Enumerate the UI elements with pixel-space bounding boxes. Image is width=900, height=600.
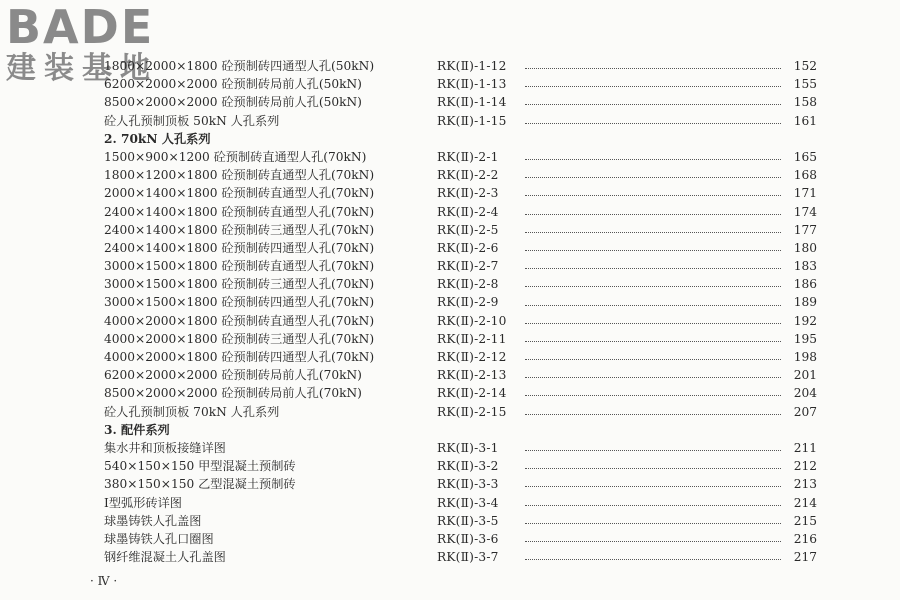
toc-drawing-code: RK(Ⅱ)-3-2 <box>437 459 499 474</box>
toc-section-heading: 3. 配件系列 <box>104 422 170 437</box>
toc-page-number: 168 <box>793 168 817 183</box>
toc-page-number: 214 <box>793 495 817 510</box>
toc-drawing-code: RK(Ⅱ)-2-14 <box>437 386 507 401</box>
toc-entry-title: 钢纤维混凝土人孔盖图 <box>104 550 226 565</box>
toc-page-number: 165 <box>793 149 817 164</box>
toc-entry-ref <box>437 330 817 348</box>
toc-entry-ref <box>437 148 817 166</box>
toc-dot-leader <box>525 249 781 251</box>
toc-page-number: 213 <box>793 477 817 492</box>
toc-page-number: 186 <box>793 277 817 292</box>
toc-dot-leader <box>525 194 781 196</box>
toc-dot-leader <box>525 358 781 360</box>
toc-dot-leader <box>525 540 781 542</box>
toc-entry-ref <box>437 512 817 530</box>
toc-entry-ref <box>437 293 817 311</box>
toc-page-number: 152 <box>793 59 817 73</box>
toc-page-number: 195 <box>793 331 817 346</box>
toc-entry-title: I型弧形砖详图 <box>104 495 182 510</box>
logo-wordmark: BADE <box>6 0 155 54</box>
toc-entry-title: 砼人孔预制顶板 70kN 人孔系列 <box>104 404 280 419</box>
toc-page-number: 207 <box>793 404 817 419</box>
toc-page-number: 158 <box>793 95 817 110</box>
toc-entry-title: 6200×2000×2000 砼预制砖局前人孔(50kN) <box>104 77 362 92</box>
toc-drawing-code: RK(Ⅱ)-1-13 <box>437 77 507 92</box>
toc-entry-ref <box>437 166 817 184</box>
toc-entry-ref <box>437 439 817 457</box>
toc-page-number: 212 <box>793 459 817 474</box>
toc-entry-ref <box>437 312 817 330</box>
toc-drawing-code: RK(Ⅱ)-2-7 <box>437 259 499 274</box>
toc-drawing-code: RK(Ⅱ)-1-15 <box>437 113 507 128</box>
toc-titles-column <box>104 57 424 566</box>
toc-drawing-code: RK(Ⅱ)-2-15 <box>437 404 507 419</box>
toc-drawing-code: RK(Ⅱ)-2-9 <box>437 295 499 310</box>
toc-entry-title: 3000×1500×1800 砼预制砖四通型人孔(70kN) <box>104 295 375 310</box>
toc-entry-ref <box>437 184 817 202</box>
toc-dot-leader <box>525 85 781 87</box>
toc-drawing-code: RK(Ⅱ)-3-6 <box>437 531 499 546</box>
toc-entry-ref <box>437 457 817 475</box>
toc-page-number: 192 <box>793 313 817 328</box>
toc-entry-ref <box>437 403 817 421</box>
toc-drawing-code: RK(Ⅱ)-1-12 <box>437 59 507 73</box>
toc-page-number: 171 <box>793 186 817 201</box>
toc-drawing-code: RK(Ⅱ)-2-11 <box>437 331 507 346</box>
toc-entry-title: 1500×900×1200 砼预制砖直通型人孔(70kN) <box>104 149 367 164</box>
toc-drawing-code: RK(Ⅱ)-1-14 <box>437 95 507 110</box>
toc-dot-leader <box>525 304 781 306</box>
toc-dot-leader <box>525 322 781 324</box>
toc-page-number: 161 <box>793 113 817 128</box>
toc-entry-title: 4000×2000×1800 砼预制砖直通型人孔(70kN) <box>104 313 375 328</box>
toc-drawing-code: RK(Ⅱ)-3-3 <box>437 477 499 492</box>
toc-entry-title: 集水井和顶板接缝详图 <box>104 440 226 455</box>
toc-page-number: 216 <box>793 531 817 546</box>
toc-entry-ref <box>437 275 817 293</box>
toc-entry-ref <box>437 348 817 366</box>
toc-drawing-code: RK(Ⅱ)-2-10 <box>437 313 507 328</box>
toc-page-number: 215 <box>793 513 817 528</box>
toc-codes-column <box>437 57 817 566</box>
toc-page-number: 201 <box>793 368 817 383</box>
toc-entry-title: 4000×2000×1800 砼预制砖三通型人孔(70kN) <box>104 331 375 346</box>
toc-page-number: 183 <box>793 259 817 274</box>
toc-entry-ref <box>437 366 817 384</box>
toc-entry-title: 3000×1500×1800 砼预制砖三通型人孔(70kN) <box>104 277 375 292</box>
toc-dot-leader <box>525 67 781 69</box>
toc-page-number: 180 <box>793 240 817 255</box>
toc-dot-leader <box>525 103 781 105</box>
toc-dot-leader <box>525 267 781 269</box>
toc-dot-leader <box>525 158 781 160</box>
toc-entry-ref <box>437 57 817 75</box>
toc-entry-title: 4000×2000×1800 砼预制砖四通型人孔(70kN) <box>104 350 375 364</box>
logo-subtitle: 建装基地 <box>6 51 158 86</box>
toc-entry-title: 1800×1200×1800 砼预制砖直通型人孔(70kN) <box>104 168 375 183</box>
toc-dot-leader <box>525 485 781 487</box>
toc-drawing-code: RK(Ⅱ)-2-13 <box>437 368 507 383</box>
toc-entry-ref <box>437 203 817 221</box>
toc-entry-title: 380×150×150 乙型混凝土预制砖 <box>104 477 296 492</box>
toc-entry-title: 1800×2000×1800 砼预制砖四通型人孔(50kN) <box>104 59 375 73</box>
toc-dot-leader <box>525 376 781 378</box>
toc-page-number: 217 <box>793 550 817 565</box>
toc-entry-title: 6200×2000×2000 砼预制砖局前人孔(70kN) <box>104 368 362 383</box>
toc-dot-leader <box>525 413 781 415</box>
toc-entry-ref <box>437 75 817 93</box>
toc-drawing-code: RK(Ⅱ)-3-7 <box>437 550 499 565</box>
toc-dot-leader <box>525 467 781 469</box>
toc-drawing-code: RK(Ⅱ)-2-4 <box>437 204 499 219</box>
toc-drawing-code: RK(Ⅱ)-2-8 <box>437 277 499 292</box>
toc-dot-leader <box>525 522 781 524</box>
toc-entry-ref <box>437 257 817 275</box>
toc-entry-ref <box>437 112 817 130</box>
toc-entry-title: 8500×2000×2000 砼预制砖局前人孔(50kN) <box>104 95 362 110</box>
toc-page-number: 189 <box>793 295 817 310</box>
toc-drawing-code: RK(Ⅱ)-2-5 <box>437 222 499 237</box>
toc-entry-ref <box>437 221 817 239</box>
toc-drawing-code: RK(Ⅱ)-3-4 <box>437 495 499 510</box>
toc-entry-title: 3000×1500×1800 砼预制砖直通型人孔(70kN) <box>104 259 375 274</box>
toc-dot-leader <box>525 122 781 124</box>
toc-entry-ref <box>437 548 817 566</box>
toc-entry-title: 2400×1400×1800 砼预制砖直通型人孔(70kN) <box>104 204 375 219</box>
toc-dot-leader <box>525 340 781 342</box>
toc-entry-ref <box>437 93 817 111</box>
toc-entry-title: 8500×2000×2000 砼预制砖局前人孔(70kN) <box>104 386 362 401</box>
toc-dot-leader <box>525 394 781 396</box>
toc-entry-title: 2000×1400×1800 砼预制砖直通型人孔(70kN) <box>104 186 375 201</box>
toc-entry-title: 2400×1400×1800 砼预制砖三通型人孔(70kN) <box>104 222 375 237</box>
toc-dot-leader <box>525 176 781 178</box>
toc-dot-leader <box>525 558 781 560</box>
toc-drawing-code: RK(Ⅱ)-2-2 <box>437 168 499 183</box>
toc-drawing-code: RK(Ⅱ)-3-5 <box>437 513 499 528</box>
toc-section-heading: 2. 70kN 人孔系列 <box>104 131 211 146</box>
toc-page-number: 155 <box>793 77 817 92</box>
toc-entry-ref <box>437 530 817 548</box>
toc-drawing-code: RK(Ⅱ)-2-3 <box>437 186 499 201</box>
toc-entry-title: 2400×1400×1800 砼预制砖四通型人孔(70kN) <box>104 240 375 255</box>
toc-drawing-code: RK(Ⅱ)-2-12 <box>437 350 507 364</box>
toc-dot-leader <box>525 449 781 451</box>
toc-entry-ref <box>437 475 817 493</box>
toc-entry-title: 540×150×150 甲型混凝土预制砖 <box>104 459 296 474</box>
toc-dot-leader <box>525 213 781 215</box>
toc-entry-ref <box>437 384 817 402</box>
toc-entry-ref <box>437 494 817 512</box>
toc-entry-title: 砼人孔预制顶板 50kN 人孔系列 <box>104 113 280 128</box>
toc-drawing-code: RK(Ⅱ)-3-1 <box>437 440 499 455</box>
toc-entry-title: 球墨铸铁人孔口圈图 <box>104 531 214 546</box>
toc-drawing-code: RK(Ⅱ)-2-1 <box>437 149 499 164</box>
toc-page-number: 174 <box>793 204 817 219</box>
toc-dot-leader <box>525 231 781 233</box>
toc-page-number: 204 <box>793 386 817 401</box>
toc-page-number: 177 <box>793 222 817 237</box>
toc-page-number: 211 <box>793 440 817 455</box>
toc-drawing-code: RK(Ⅱ)-2-6 <box>437 240 499 255</box>
toc-entry-title: 球墨铸铁人孔盖图 <box>104 513 202 528</box>
page-folio: · Ⅳ · <box>90 574 118 588</box>
toc-entry-ref <box>437 239 817 257</box>
toc-page-number: 198 <box>793 350 817 364</box>
toc-dot-leader <box>525 285 781 287</box>
toc-dot-leader <box>525 504 781 506</box>
